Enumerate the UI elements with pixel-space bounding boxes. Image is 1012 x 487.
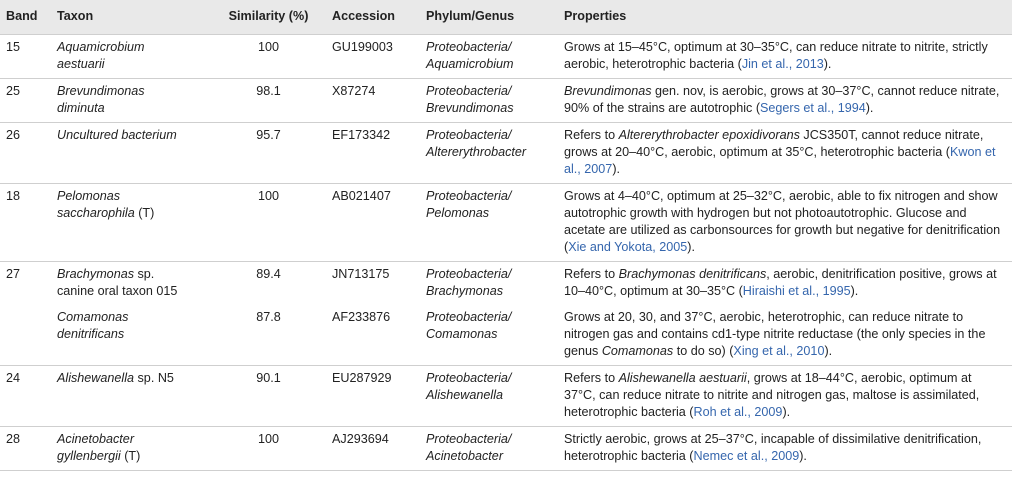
phylum-genus-cell — [420, 427, 558, 471]
similarity-cell: 87.8 — [256, 310, 281, 324]
table-row — [0, 305, 1012, 366]
band-cell: 25 — [0, 79, 51, 123]
table-row — [0, 35, 1012, 79]
band-cell — [0, 305, 51, 366]
properties-text: gen. nov, is aerobic, grows at 30–37°C, cannot reduce nitrate, 90% of the strains are autotrophic ( — [564, 84, 1000, 115]
properties-tail: ). — [824, 344, 833, 358]
phylum: Proteobacteria/ — [426, 371, 512, 385]
taxon-name-2: denitrificans — [57, 327, 125, 341]
header-phylum-genus: Phylum/Genus — [420, 0, 558, 35]
type-strain-marker: (T) — [134, 206, 155, 220]
similarity-cell: 100 — [257, 40, 279, 54]
header-row — [0, 0, 1012, 35]
band-cell: 27 — [0, 262, 51, 306]
accession-cell: AF233876 — [332, 310, 391, 324]
taxon-cell — [51, 262, 211, 306]
citation-link[interactable]: Jin et al., 2013 — [741, 57, 824, 71]
taxon-name-2: canine oral taxon 015 — [57, 284, 178, 298]
taxon-cell — [51, 184, 211, 262]
band-cell: 26 — [0, 123, 51, 184]
taxon-name: Brevundimonas — [57, 84, 145, 98]
phylum: Proteobacteria/ — [426, 267, 512, 281]
taxon-cell — [51, 123, 211, 184]
properties-tail: ). — [687, 240, 695, 254]
properties-text: , grows at 18–44°C, aerobic, optimum at 37°C, can reduce nitrate to nitrite and nitrogen gas, maltose is assimilated, heterotrophic bacteria ( — [564, 371, 980, 419]
header-similarity: Similarity (%) — [211, 0, 326, 35]
header-taxon: Taxon — [51, 0, 211, 35]
similarity-cell: 98.1 — [211, 79, 326, 123]
phylum: Proteobacteria/ — [426, 432, 512, 446]
taxon-name: Aquamicrobium — [57, 40, 145, 54]
taxon-name: Comamonas — [57, 310, 129, 324]
table-row — [0, 123, 1012, 184]
taxon-name-rest: sp. N5 — [134, 371, 174, 385]
properties-text: Grows at 20, 30, and 37°C, aerobic, heterotrophic, can reduce nitrate to nitrogen gas and contains cd1-type nitrite reductase (the only species in the genus — [564, 310, 986, 358]
taxon-name-2: aestuarii — [57, 57, 105, 71]
properties-cell — [558, 427, 1012, 471]
properties-text: , aerobic, denitrification positive, grows at 10–40°C, optimum at 30–35°C ( — [564, 267, 997, 298]
accession-cell: AJ293694 — [326, 427, 420, 471]
phylum-genus-cell — [420, 184, 558, 262]
phylum: Proteobacteria/ — [426, 84, 512, 98]
table-row — [0, 79, 1012, 123]
properties-italic: Brachymonas denitrificans — [618, 267, 767, 281]
taxon-name: Pelomonas — [57, 189, 121, 203]
properties-text-2: to do so) ( — [673, 344, 734, 358]
citation-link[interactable]: Hiraishi et al., 1995 — [742, 284, 851, 298]
band-cell: 24 — [0, 366, 51, 427]
accession-cell: EF173342 — [326, 123, 420, 184]
properties-italic: Altererythrobacter epoxidivorans — [618, 128, 800, 142]
genus: Brachymonas — [426, 284, 503, 298]
phylum-genus-cell — [420, 262, 558, 306]
table-row — [0, 184, 1012, 262]
taxon-cell — [51, 305, 211, 366]
taxon-name-2: gyllenbergii — [57, 449, 121, 463]
taxon-name: Alishewanella — [57, 371, 135, 385]
properties-tail: ). — [850, 284, 859, 298]
accession-cell: EU287929 — [326, 366, 420, 427]
phylum: Proteobacteria/ — [426, 40, 512, 54]
header-properties: Properties — [558, 0, 1012, 35]
band-cell: 28 — [0, 427, 51, 471]
genus: Comamonas — [426, 327, 498, 341]
properties-tail: ). — [823, 57, 832, 71]
band-cell: 18 — [0, 184, 51, 262]
properties-text: Grows at 4–40°C, optimum at 25–32°C, aerobic, able to fix nitrogen and show autotrophic growth with hydrogen but not photoautotrophic. Glucose and acetate are utilized as carbonsources for growth but negative for denitrification ( — [564, 189, 1001, 254]
properties-cell — [558, 366, 1012, 427]
properties-text: Grows at 15–45°C, optimum at 30–35°C, can reduce nitrate to nitrite, strictly aerobic, heterotrophic bacteria ( — [564, 40, 988, 71]
accession-cell: X87274 — [326, 79, 420, 123]
similarity-cell: 89.4 — [211, 262, 326, 306]
table-row — [0, 262, 1012, 306]
phylum: Proteobacteria/ — [426, 128, 512, 142]
taxon-cell — [51, 35, 211, 79]
taxon-cell — [51, 366, 211, 427]
properties-cell — [558, 35, 1012, 79]
genus: Brevundimonas — [426, 101, 514, 115]
table-row — [0, 366, 1012, 427]
phylum-genus-cell — [420, 79, 558, 123]
similarity-cell: 100 — [211, 427, 326, 471]
citation-link[interactable]: Roh et al., 2009 — [693, 405, 783, 419]
citation-link[interactable]: Kwon et al., 2007 — [564, 145, 996, 176]
phylum: Proteobacteria/ — [426, 310, 512, 324]
taxon-cell — [51, 427, 211, 471]
citation-link[interactable]: Nemec et al., 2009 — [693, 449, 800, 463]
citation-link[interactable]: Xie and Yokota, 2005 — [568, 240, 688, 254]
header-accession: Accession — [326, 0, 420, 35]
properties-italic: Brevundimonas — [564, 84, 652, 98]
taxon-name-2: diminuta — [57, 101, 105, 115]
band-cell: 15 — [6, 40, 21, 54]
genus: Altererythrobacter — [426, 145, 527, 159]
properties-tail: ). — [865, 101, 874, 115]
table-row — [0, 427, 1012, 471]
properties-italic: Alishewanella aestuarii — [618, 371, 747, 385]
properties-cell — [558, 305, 1012, 366]
phylum-genus-cell — [420, 305, 558, 366]
phylum-genus-cell — [420, 35, 558, 79]
properties-italic: Comamonas — [601, 344, 674, 358]
properties-tail: ). — [799, 449, 807, 463]
properties-text: JCS350T, cannot reduce nitrate, grows at 20–40°C, aerobic, optimum at 35°C, heterotrophic bacteria ( — [564, 128, 984, 159]
properties-tail: ). — [782, 405, 791, 419]
properties-cell — [558, 262, 1012, 306]
phylum: Proteobacteria/ — [426, 189, 512, 203]
accession-cell: AB021407 — [326, 184, 420, 262]
properties-cell — [558, 123, 1012, 184]
taxon-name: Uncultured bacterium — [57, 128, 177, 142]
citation-link[interactable]: Xing et al., 2010 — [733, 344, 825, 358]
properties-cell — [558, 79, 1012, 123]
taxon-name-2: saccharophila — [57, 206, 135, 220]
type-strain-marker: (T) — [120, 449, 141, 463]
properties-lead: Refers to — [564, 267, 619, 281]
properties-lead: Refers to — [564, 128, 619, 142]
genus: Acinetobacter — [426, 449, 504, 463]
genus: Pelomonas — [426, 206, 490, 220]
properties-cell — [558, 184, 1012, 262]
taxon-name: Brachymonas — [57, 267, 134, 281]
properties-lead: Refers to — [564, 371, 619, 385]
taxon-cell — [51, 79, 211, 123]
phylum-genus-cell — [420, 123, 558, 184]
taxon-name: Acinetobacter — [57, 432, 135, 446]
citation-link[interactable]: Segers et al., 1994 — [760, 101, 866, 115]
taxon-name-rest: sp. — [134, 267, 155, 281]
genus: Alishewanella — [426, 388, 504, 402]
accession-cell: GU199003 — [332, 40, 393, 54]
similarity-cell: 90.1 — [211, 366, 326, 427]
similarity-cell: 95.7 — [211, 123, 326, 184]
genus: Aquamicrobium — [426, 57, 514, 71]
header-band: Band — [0, 0, 51, 35]
phylum-genus-cell — [420, 366, 558, 427]
accession-cell: JN713175 — [326, 262, 420, 306]
similarity-cell: 100 — [211, 184, 326, 262]
properties-tail: ). — [612, 162, 621, 176]
properties-text: Strictly aerobic, grows at 25–37°C, incapable of dissimilative denitrification, heterotrophic bacteria ( — [564, 432, 982, 463]
